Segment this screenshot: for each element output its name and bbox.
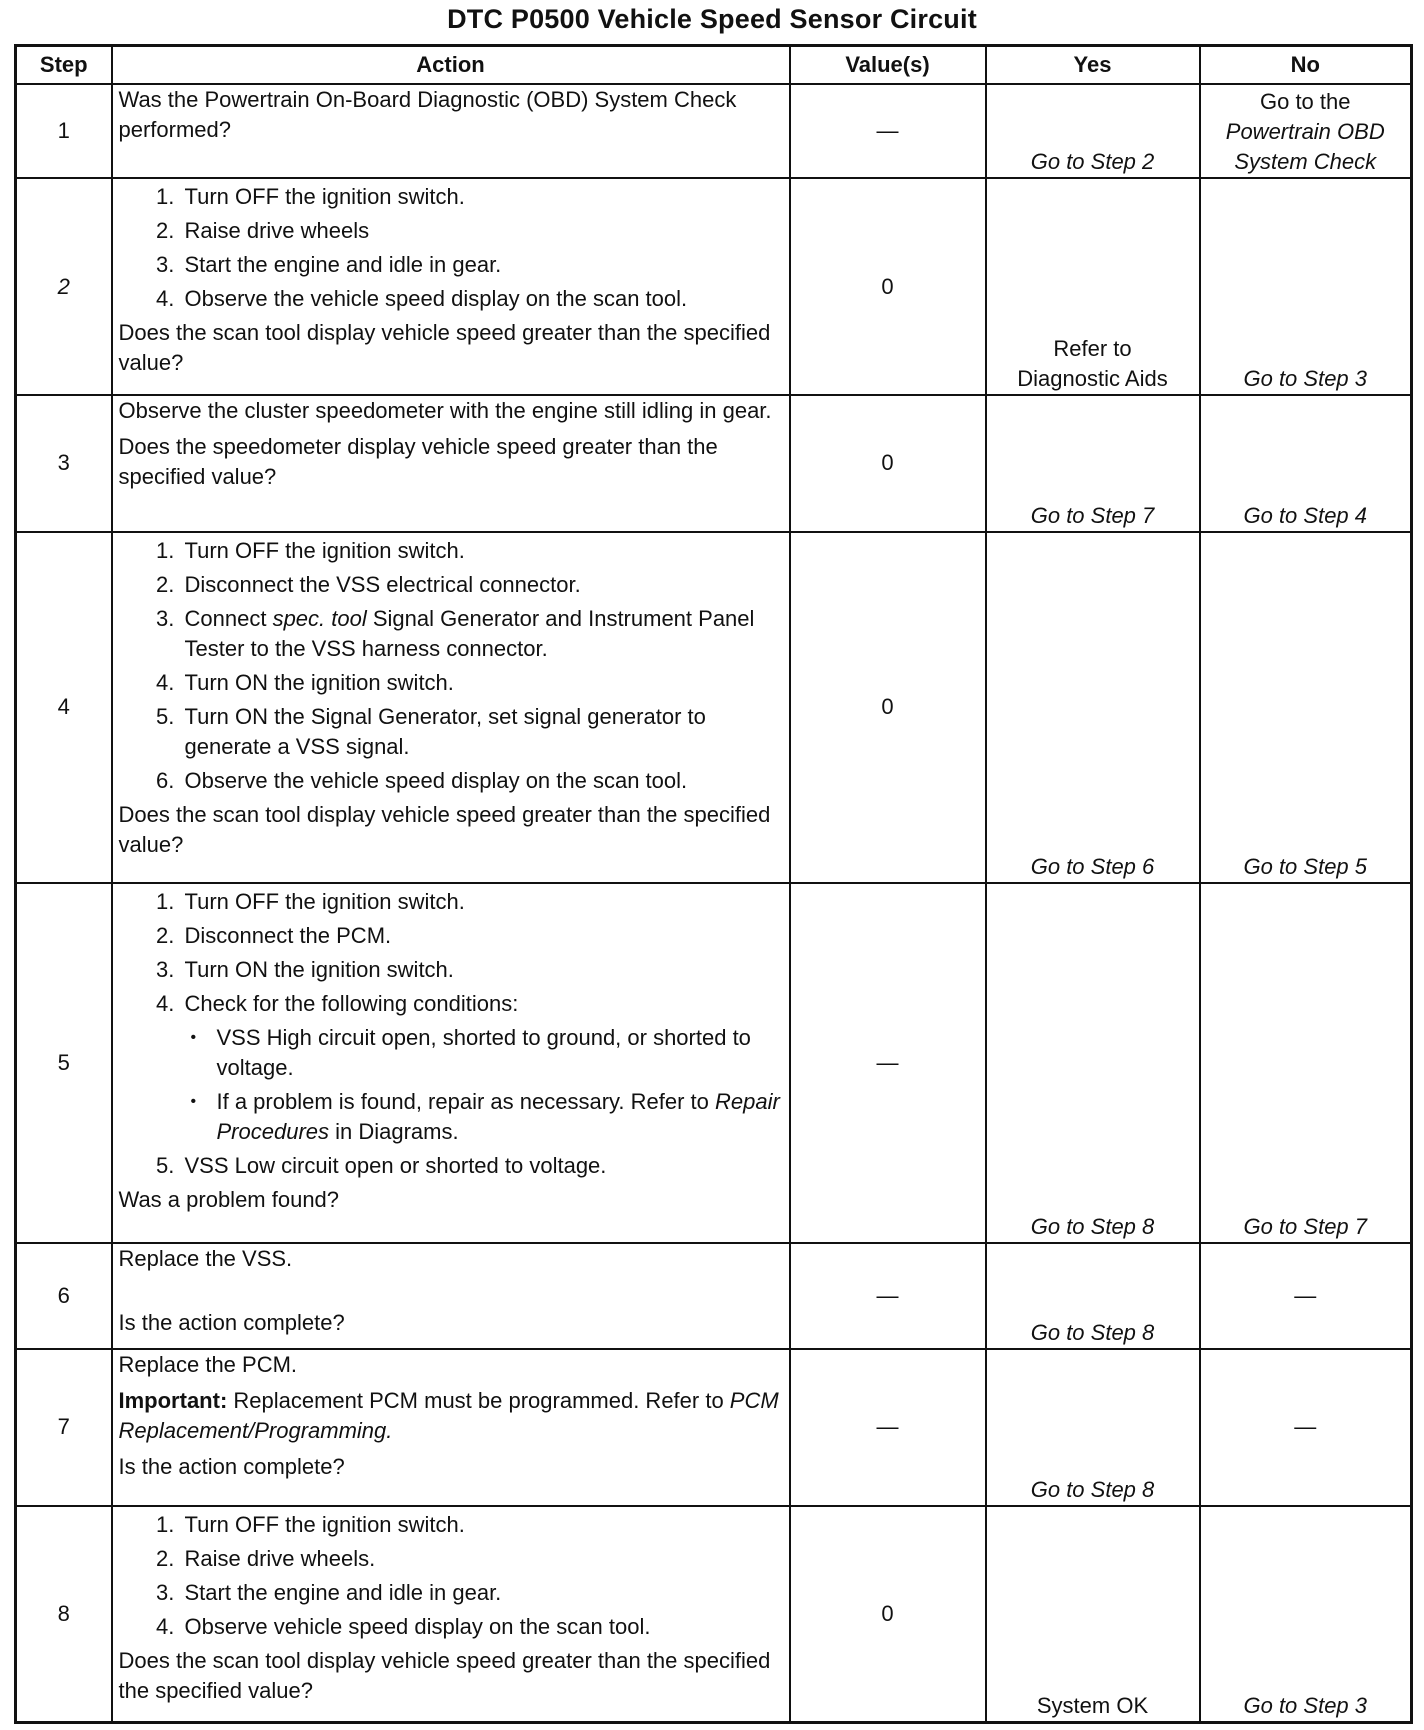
action-step: 5. Turn ON the Signal Generator, set signal generator to generate a VSS signal. — [181, 702, 783, 762]
action-question: Does the scan tool display vehicle speed greater than the specified value? — [118, 320, 771, 376]
value-cell: 0 — [790, 178, 986, 395]
value-cell: 0 — [790, 1506, 986, 1723]
condition-list — [185, 1023, 783, 1147]
header-action: Action — [112, 46, 790, 85]
action-cell — [112, 1243, 790, 1349]
action-step: 3. Start the engine and idle in gear. — [181, 1578, 783, 1608]
no-cell: Go to Step 4 — [1200, 395, 1412, 532]
condition-text: in Diagrams. — [329, 1119, 459, 1145]
important-text: Replacement PCM must be programmed. Refer to — [227, 1387, 730, 1413]
action-cell — [112, 84, 790, 178]
table-row — [16, 84, 1412, 178]
yes-cell: Go to Step 8 — [986, 1243, 1200, 1349]
action-text: Was the Powertrain On-Board Diagnostic (OBD) System Check performed? — [118, 87, 737, 142]
action-cell — [112, 178, 790, 395]
action-step — [181, 604, 783, 664]
action-cell — [112, 883, 790, 1242]
yes-cell: Go to Step 6 — [986, 532, 1200, 883]
action-step: 1. Turn OFF the ignition switch. — [181, 1510, 783, 1540]
action-question: Does the scan tool display vehicle speed greater than the specified the specified value? — [118, 1647, 771, 1703]
action-cell — [112, 532, 790, 883]
no-reference: Powertrain OBD — [1225, 119, 1385, 145]
yes-cell: Go to Step 8 — [986, 883, 1200, 1242]
step-number: 4 — [16, 532, 112, 883]
action-text: Replace the PCM. — [118, 1351, 298, 1377]
step-number: 5 — [16, 883, 112, 1242]
table-row — [16, 178, 1412, 395]
action-question: Is the action complete? — [118, 1309, 345, 1335]
header-step: Step — [16, 46, 112, 85]
value-cell: — — [790, 84, 986, 178]
action-question: Was a problem found? — [118, 1187, 340, 1213]
no-cell: Go to Step 5 — [1200, 532, 1412, 883]
value-cell: — — [790, 1243, 986, 1349]
action-step: 3. Start the engine and idle in gear. — [181, 250, 783, 280]
header-no: No — [1200, 46, 1412, 85]
repair-procedures-reference: Repair Procedures — [216, 1089, 780, 1145]
action-step-text: Check for the following conditions: — [184, 991, 519, 1017]
action-step: 1. Turn OFF the ignition switch. — [181, 182, 783, 212]
value-cell: 0 — [790, 532, 986, 883]
action-step: 5. VSS Low circuit open or shorted to voltage. — [181, 1151, 783, 1181]
action-step: 4. Observe vehicle speed display on the scan tool. — [181, 1612, 783, 1642]
value-cell: — — [790, 883, 986, 1242]
no-cell: — — [1200, 1243, 1412, 1349]
yes-cell: Go to Step 7 — [986, 395, 1200, 532]
pcm-programming-reference: PCM Replacement/Programming. — [118, 1387, 779, 1443]
step-number: 6 — [16, 1243, 112, 1349]
important-label: Important: — [118, 1387, 228, 1413]
table-row — [16, 395, 1412, 532]
value-cell: — — [790, 1349, 986, 1506]
step-number: 2 — [16, 178, 112, 395]
action-step: 1. Turn OFF the ignition switch. — [181, 536, 783, 566]
yes-line: Diagnostic Aids — [1017, 366, 1168, 392]
action-question: Does the speedometer display vehicle speed greater than the specified value? — [118, 434, 718, 490]
table-row — [16, 1243, 1412, 1349]
yes-cell: Go to Step 2 — [986, 84, 1200, 178]
action-step-text: Connect — [184, 605, 273, 631]
action-text: Replace the VSS. — [118, 1245, 293, 1271]
table-row — [16, 1506, 1412, 1723]
action-cell — [112, 1506, 790, 1723]
no-cell — [1200, 84, 1412, 178]
step-number: 8 — [16, 1506, 112, 1723]
action-question: Is the action complete? — [118, 1453, 345, 1479]
action-steps — [119, 536, 783, 796]
no-cell: Go to Step 3 — [1200, 1506, 1412, 1723]
action-cell — [112, 1349, 790, 1506]
action-step: 2. Disconnect the PCM. — [181, 921, 783, 951]
header-row — [16, 46, 1412, 85]
action-steps — [119, 1510, 783, 1642]
condition-item: • VSS High circuit open, shorted to ground, or shorted to voltage. — [213, 1023, 783, 1083]
yes-cell: System OK — [986, 1506, 1200, 1723]
no-reference: System Check — [1234, 149, 1377, 175]
action-step: 2. Raise drive wheels. — [181, 1544, 783, 1574]
no-cell: Go to Step 3 — [1200, 178, 1412, 395]
action-step: 2. Raise drive wheels — [181, 216, 783, 246]
header-values: Value(s) — [790, 46, 986, 85]
step-number: 7 — [16, 1349, 112, 1506]
diagnostic-table — [14, 44, 1413, 1724]
page-title: DTC P0500 Vehicle Speed Sensor Circuit — [447, 4, 977, 34]
special-tool-reference: spec. tool — [272, 605, 367, 631]
action-step: 2. Disconnect the VSS electrical connector. — [181, 570, 783, 600]
action-step: 4. Turn ON the ignition switch. — [181, 668, 783, 698]
action-question: Does the scan tool display vehicle speed greater than the specified value? — [118, 801, 771, 857]
step-number: 3 — [16, 395, 112, 532]
no-cell: — — [1200, 1349, 1412, 1506]
action-step: 6. Observe the vehicle speed display on the scan tool. — [181, 766, 783, 796]
action-cell — [112, 395, 790, 532]
condition-text: If a problem is found, repair as necessary. Refer to — [216, 1089, 715, 1115]
header-yes: Yes — [986, 46, 1200, 85]
action-text: Observe the cluster speedometer with the engine still idling in gear. — [118, 398, 772, 424]
condition-item — [213, 1087, 783, 1147]
no-line: Go to the — [1259, 89, 1351, 115]
action-step: 1. Turn OFF the ignition switch. — [181, 887, 783, 917]
action-steps — [119, 887, 783, 1181]
action-step: 4. Observe the vehicle speed display on the scan tool. — [181, 284, 783, 314]
table-row — [16, 532, 1412, 883]
important-note — [119, 1386, 783, 1446]
action-step — [181, 989, 783, 1147]
action-step: 3. Turn ON the ignition switch. — [181, 955, 783, 985]
step-number: 1 — [16, 84, 112, 178]
value-cell: 0 — [790, 395, 986, 532]
yes-cell: Go to Step 8 — [986, 1349, 1200, 1506]
yes-cell — [986, 178, 1200, 395]
table-row — [16, 1349, 1412, 1506]
action-step-text: Signal Generator and Instrument Panel Tester to the VSS harness connector. — [184, 605, 755, 661]
action-steps — [119, 182, 783, 314]
table-row — [16, 883, 1412, 1242]
yes-line: Refer to — [1053, 336, 1132, 362]
no-cell: Go to Step 7 — [1200, 883, 1412, 1242]
